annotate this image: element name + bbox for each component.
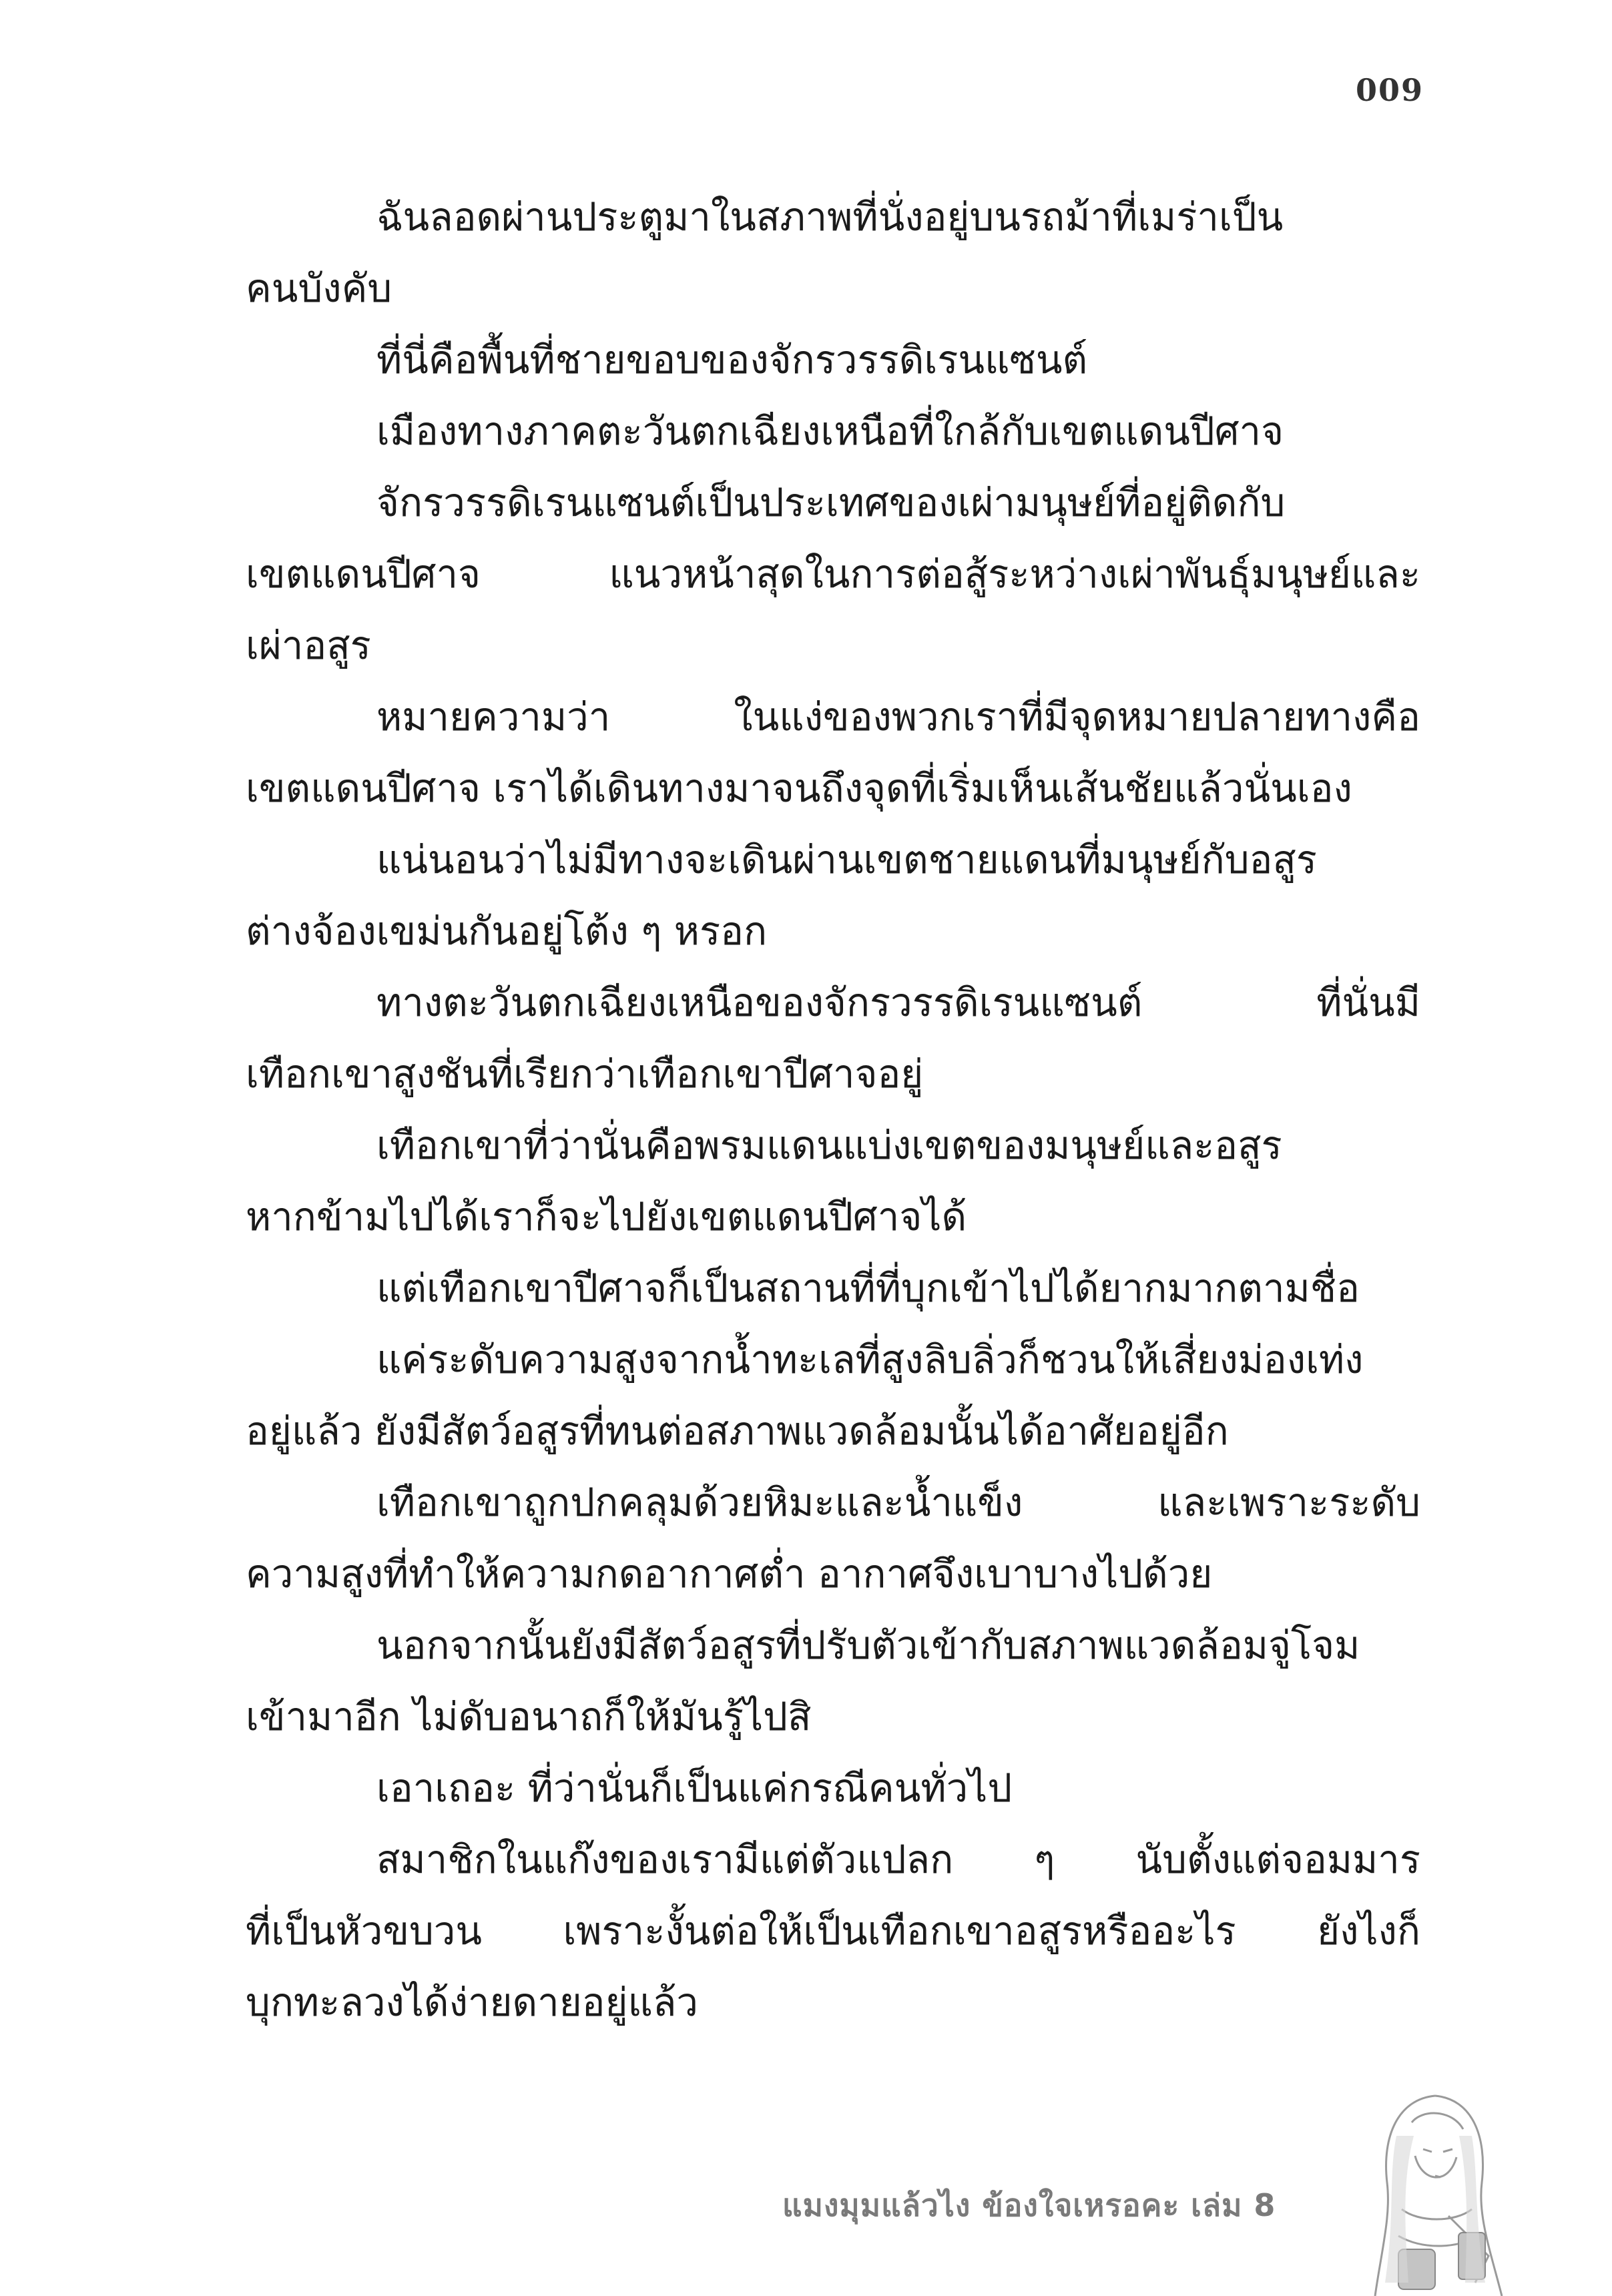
text-line: เข้ามาอีก ไม่ดับอนาถก็ให้มันรู้ไปสิ	[246, 1694, 812, 1739]
character-illustration	[1335, 2082, 1535, 2296]
text-line: เมืองทางภาคตะวันตกเฉียงเหนือที่ใกล้กับเขตแดนปีศาจ	[376, 408, 1284, 454]
running-footer-title: แมงมุมแล้วไง ข้องใจเหรอคะ เล่ม 8	[782, 2187, 1276, 2223]
text-line: ที่เป็นหัวขบวน เพราะงั้นต่อให้เป็นเทือกเขาอสูรหรืออะไร ยังไงก็	[246, 1908, 1420, 1954]
text-line: ทางตะวันตกเฉียงเหนือของจักรวรรดิเรนแซนต์ ที่นั่นมี	[376, 980, 1420, 1025]
text-line: เขตแดนปีศาจ เราได้เดินทางมาจนถึงจุดที่เริ่มเห็นเส้นชัยแล้วนั่นเอง	[246, 766, 1352, 811]
text-line: หากข้ามไปได้เราก็จะไปยังเขตแดนปีศาจได้	[246, 1194, 967, 1239]
text-line: แน่นอนว่าไม่มีทางจะเดินผ่านเขตชายแดนที่มนุษย์กับอสูร	[376, 837, 1317, 882]
text-line: แต่เทือกเขาปีศาจก็เป็นสถานที่ที่บุกเข้าไปได้ยากมากตามชื่อ	[376, 1265, 1360, 1311]
text-line: เทือกเขาที่ว่านั่นคือพรมแดนแบ่งเขตของมนุษย์และอสูร	[376, 1123, 1282, 1168]
text-line: หมายความว่า ในแง่ของพวกเราที่มีจุดหมายปลายทางคือ	[376, 694, 1420, 740]
text-line: เขตแดนปีศาจ แนวหน้าสุดในการต่อสู้ระหว่างเผ่าพันธุ์มนุษย์และ	[246, 551, 1420, 597]
text-line: สมาชิกในแก๊งของเรามีแต่ตัวแปลก ๆ นับตั้งแต่จอมมาร	[376, 1837, 1420, 1882]
text-line: แค่ระดับความสูงจากน้ำทะเลที่สูงลิบลิ่วก็ชวนให้เสี่ยงม่องเท่ง	[376, 1337, 1364, 1382]
text-line: ฉันลอดผ่านประตูมาในสภาพที่นั่งอยู่บนรถม้าที่เมร่าเป็น	[376, 194, 1284, 240]
text-line: ความสูงที่ทำให้ความกดอากาศต่ำ อากาศจึงเบาบางไปด้วย	[246, 1551, 1213, 1597]
text-line: เทือกเขาถูกปกคลุมด้วยหิมะและน้ำแข็ง และเพราะระดับ	[376, 1480, 1420, 1525]
text-line: อยู่แล้ว ยังมีสัตว์อสูรที่ทนต่อสภาพแวดล้อมนั้นได้อาศัยอยู่อีก	[246, 1408, 1229, 1454]
text-line: นอกจากนั้นยังมีสัตว์อสูรที่ปรับตัวเข้ากับสภาพแวดล้อมจู่โจม	[376, 1623, 1360, 1668]
text-line: บุกทะลวงได้ง่ายดายอยู่แล้ว	[246, 1980, 698, 2025]
text-line: เทือกเขาสูงชันที่เรียกว่าเทือกเขาปีศาจอยู่	[246, 1051, 924, 1097]
text-line: คนบังคับ	[246, 266, 392, 311]
text-line: ที่นี่คือพื้นที่ชายขอบของจักรวรรดิเรนแซนต์	[376, 337, 1088, 382]
page-number: 009	[1355, 72, 1424, 108]
body-text	[246, 182, 1420, 2038]
text-line: เผ่าอสูร	[246, 623, 371, 668]
text-line: จักรวรรดิเรนแซนต์เป็นประเทศของเผ่ามนุษย์ที่อยู่ติดกับ	[376, 480, 1286, 525]
text-line: เอาเถอะ ที่ว่านั่นก็เป็นแค่กรณีคนทั่วไป	[376, 1765, 1013, 1811]
text-line: ต่างจ้องเขม่นกันอยู่โต้ง ๆ หรอก	[246, 908, 768, 954]
